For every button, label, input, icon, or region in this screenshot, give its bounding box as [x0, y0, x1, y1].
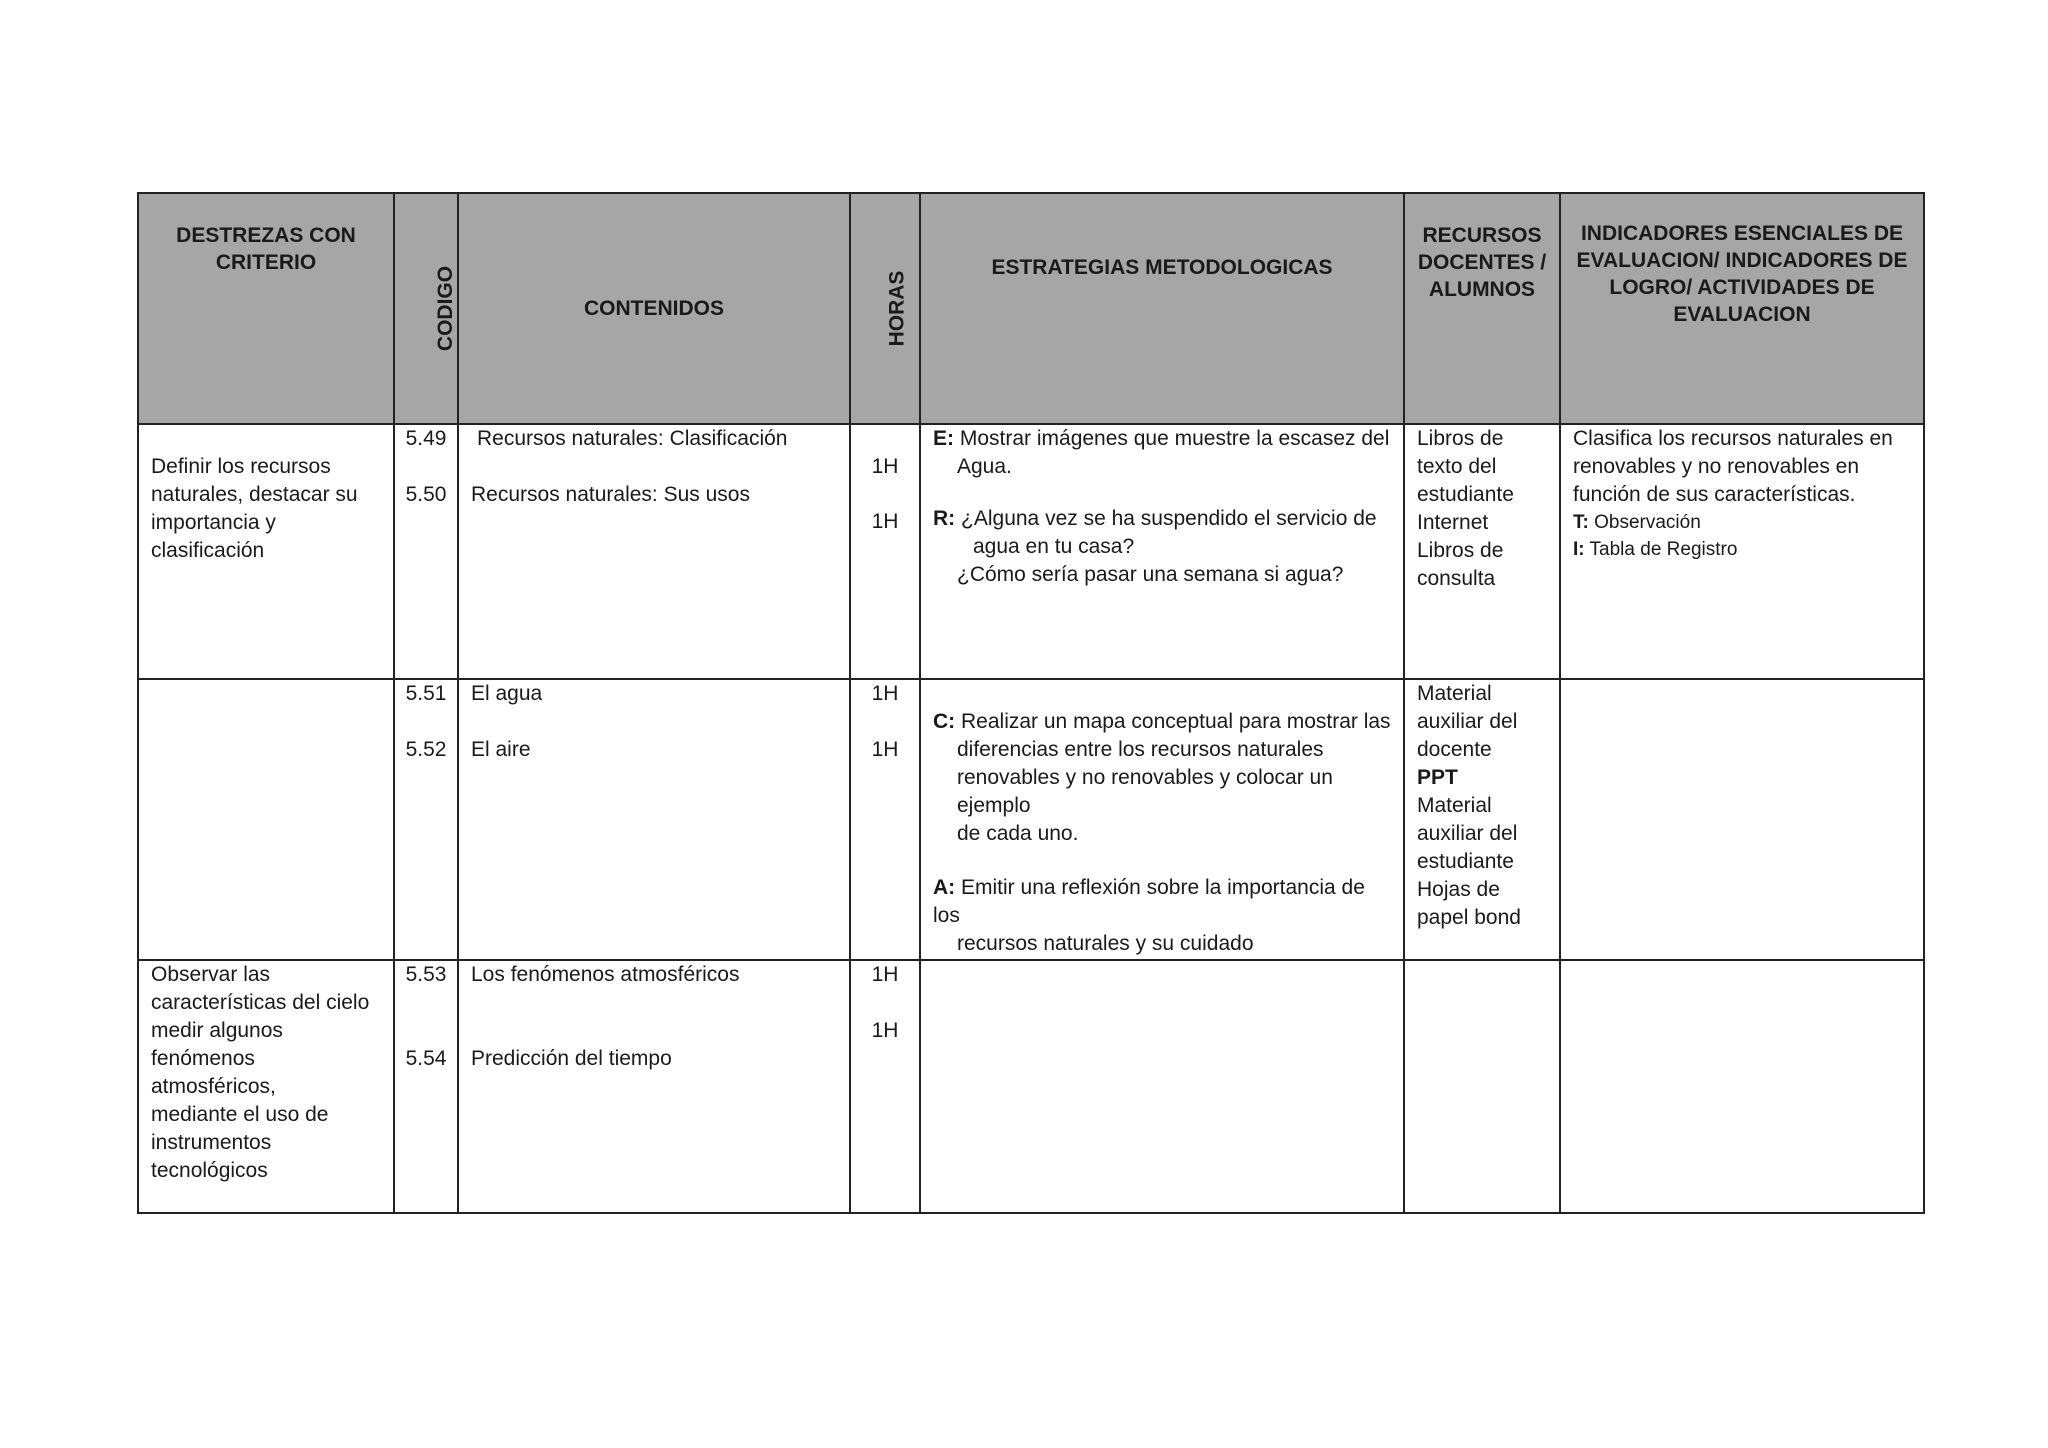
recurso-line: estudiante — [1417, 483, 1514, 506]
destreza-line: naturales, destacar su — [151, 483, 358, 506]
codigo-value: 5.54 — [405, 1047, 447, 1070]
estrategia-r-question: ¿Cómo sería pasar una semana si agua? — [957, 563, 1344, 586]
estrategia-a-text: Emitir una reflexión sobre la importancia de los — [933, 876, 1365, 927]
estrategia-r-text: ¿Alguna vez se ha suspendido el servicio de — [961, 507, 1377, 530]
recurso-line: texto del — [1417, 455, 1497, 478]
estrategia-c-key: C: — [933, 710, 956, 733]
destreza-line: Observar las — [151, 963, 271, 986]
destreza-line: Definir los recursos — [151, 455, 331, 478]
destreza-line: instrumentos — [151, 1131, 272, 1154]
horas-value: 1H — [871, 510, 899, 533]
contenido-item: El agua — [471, 682, 543, 705]
recurso-line: docente — [1417, 738, 1492, 761]
recurso-line: Libros de — [1417, 427, 1504, 450]
destreza-line: medir algunos — [151, 1019, 283, 1042]
recurso-line: consulta — [1417, 567, 1496, 590]
estrategias-cell — [920, 679, 1404, 960]
estrategia-e-text: Mostrar imágenes que muestre la escasez del — [959, 427, 1390, 450]
codigo-value: 5.52 — [405, 738, 447, 761]
indicadores-cell — [1560, 960, 1924, 1213]
indicador-i-key: I: — [1573, 539, 1585, 560]
destreza-cell — [138, 679, 394, 960]
recurso-line: Libros de — [1417, 539, 1504, 562]
indicador-i-text: Tabla de Registro — [1589, 539, 1738, 560]
contenidos-cell — [458, 424, 850, 679]
table-row — [138, 424, 1924, 679]
estrategia-c-text-cont: de cada uno. — [957, 822, 1079, 845]
estrategia-a-line — [933, 874, 1395, 930]
codigo-value: 5.53 — [405, 963, 447, 986]
recurso-line: auxiliar del — [1417, 710, 1518, 733]
recurso-line: estudiante — [1417, 850, 1514, 873]
estrategia-e-text-cont: Agua. — [957, 455, 1012, 478]
indicador-t-line — [1573, 509, 1915, 536]
header-horas-label: HORAS — [885, 270, 909, 347]
estrategia-r-text-cont: agua en tu casa? — [973, 535, 1135, 558]
codigo-value: 5.51 — [405, 682, 447, 705]
contenido-item: Recursos naturales: Clasificación — [477, 427, 788, 450]
destreza-line: fenómenos atmosféricos, — [151, 1047, 276, 1098]
indicadores-cell — [1560, 424, 1924, 679]
contenido-item: Recursos naturales: Sus usos — [471, 483, 750, 506]
estrategia-c-text-cont: diferencias entre los recursos naturales — [957, 738, 1324, 761]
recurso-line: Material — [1417, 794, 1492, 817]
indicador-line: Clasifica los recursos naturales en — [1573, 427, 1893, 450]
contenidos-cell — [458, 960, 850, 1213]
contenidos-cell — [458, 679, 850, 960]
codigo-value: 5.49 — [405, 427, 447, 450]
recurso-line: Material — [1417, 682, 1492, 705]
horas-value: 1H — [871, 682, 899, 705]
header-horas — [850, 193, 920, 424]
codigo-cell — [394, 424, 458, 679]
destreza-cell — [138, 424, 394, 679]
destreza-line: clasificación — [151, 539, 265, 562]
table-row — [138, 960, 1924, 1213]
horas-cell — [850, 960, 920, 1213]
recurso-line: Hojas de — [1417, 878, 1500, 901]
recurso-line: PPT — [1417, 766, 1458, 789]
indicador-i-line — [1573, 536, 1915, 563]
header-estrategias: ESTRATEGIAS METODOLOGICAS — [920, 193, 1404, 424]
indicador-t-text: Observación — [1594, 512, 1701, 533]
estrategias-cell — [920, 424, 1404, 679]
estrategia-c-text-cont: renovables y no renovables y colocar un ejemplo — [957, 766, 1333, 817]
header-row — [138, 193, 1924, 424]
header-destrezas: DESTREZAS CON CRITERIO — [138, 193, 394, 424]
horas-value: 1H — [871, 1019, 899, 1042]
horas-cell — [850, 679, 920, 960]
recurso-line: auxiliar del — [1417, 822, 1518, 845]
indicador-t-key: T: — [1573, 512, 1589, 533]
codigo-cell — [394, 960, 458, 1213]
codigo-value: 5.50 — [405, 483, 447, 506]
header-contenidos: CONTENIDOS — [458, 193, 850, 424]
estrategia-a-key: A: — [933, 876, 956, 899]
horas-value: 1H — [871, 738, 899, 761]
destreza-line: importancia y — [151, 511, 276, 534]
contenido-item: Predicción del tiempo — [471, 1047, 672, 1070]
destreza-line: características del cielo — [151, 991, 370, 1014]
header-codigo — [394, 193, 458, 424]
recursos-cell — [1404, 679, 1560, 960]
recurso-line: Internet — [1417, 511, 1489, 534]
estrategia-a-text-cont: recursos naturales y su cuidado — [957, 932, 1254, 955]
estrategia-r-line — [933, 505, 1395, 533]
estrategia-r-key: R: — [933, 507, 956, 530]
indicadores-cell — [1560, 679, 1924, 960]
horas-cell — [850, 424, 920, 679]
recursos-cell — [1404, 424, 1560, 679]
planning-table — [137, 192, 1925, 1214]
estrategia-c-text: Realizar un mapa conceptual para mostrar las — [961, 710, 1391, 733]
recurso-line: papel bond — [1417, 906, 1521, 929]
indicador-line: función de sus características. — [1573, 483, 1856, 506]
estrategia-e-line — [933, 425, 1395, 453]
table-row — [138, 679, 1924, 960]
destreza-cell — [138, 960, 394, 1213]
indicador-line: renovables y no renovables en — [1573, 455, 1860, 478]
header-codigo-label: CODIGO — [434, 265, 458, 352]
recursos-cell — [1404, 960, 1560, 1213]
horas-value: 1H — [871, 963, 899, 986]
estrategias-cell — [920, 960, 1404, 1213]
destreza-line: tecnológicos — [151, 1159, 268, 1182]
codigo-cell — [394, 679, 458, 960]
destreza-line: mediante el uso de — [151, 1103, 329, 1126]
header-recursos: RECURSOS DOCENTES / ALUMNOS — [1404, 193, 1560, 424]
estrategia-c-line — [933, 708, 1395, 736]
header-indicadores: INDICADORES ESENCIALES DE EVALUACION/ INDICADORES DE LOGRO/ ACTIVIDADES DE EVALUACION — [1560, 193, 1924, 424]
estrategia-e-key: E: — [933, 427, 954, 450]
contenido-item: El aire — [471, 738, 531, 761]
contenido-item: Los fenómenos atmosféricos — [471, 963, 740, 986]
horas-value: 1H — [871, 455, 899, 478]
